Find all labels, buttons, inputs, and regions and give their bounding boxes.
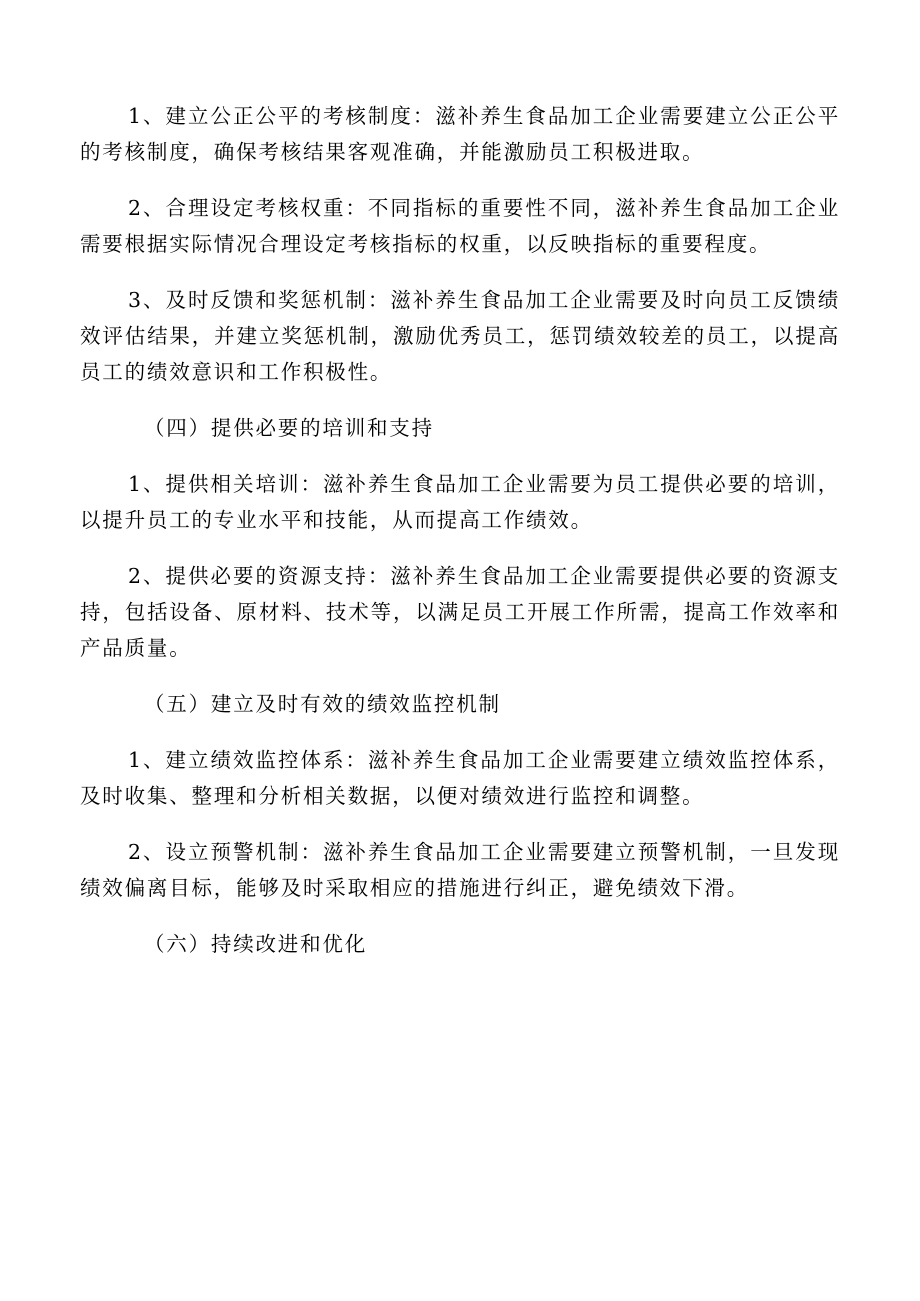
section-heading-performance-monitoring: （五）建立及时有效的绩效监控机制 [144,692,501,716]
section-heading-training-support: （四）提供必要的培训和支持 [144,416,434,440]
paragraph-fair-assessment: 1、建立公正公平的考核制度：滋补养生食品加工企业需要建立公正公平的考核制度，确保考核结果客观准确，并能激励员工积极进取。 [80,104,840,164]
paragraph-assessment-weight: 2、合理设定考核权重：不同指标的重要性不同，滋补养生食品加工企业需要根据实际情况合理设定考核指标的权重，以反映指标的重要程度。 [80,196,840,256]
paragraph-monitoring-system: 1、建立绩效监控体系：滋补养生食品加工企业需要建立绩效监控体系，及时收集、整理和分析相关数据，以便对绩效进行监控和调整。 [80,748,840,808]
paragraph-feedback-rewards: 3、及时反馈和奖惩机制：滋补养生食品加工企业需要及时向员工反馈绩效评估结果，并建立奖惩机制，激励优秀员工，惩罚绩效较差的员工，以提高员工的绩效意识和工作积极性。 [80,288,840,384]
paragraph-warning-mechanism: 2、设立预警机制：滋补养生食品加工企业需要建立预警机制，一旦发现绩效偏离目标，能够及时采取相应的措施进行纠正，避免绩效下滑。 [80,840,840,900]
paragraph-related-training: 1、提供相关培训：滋补养生食品加工企业需要为员工提供必要的培训，以提升员工的专业水平和技能，从而提高工作绩效。 [80,472,840,532]
section-heading-continuous-improvement: （六）持续改进和优化 [144,932,367,956]
paragraph-resource-support: 2、提供必要的资源支持：滋补养生食品加工企业需要提供必要的资源支持，包括设备、原材料、技术等，以满足员工开展工作所需，提高工作效率和产品质量。 [80,564,840,660]
